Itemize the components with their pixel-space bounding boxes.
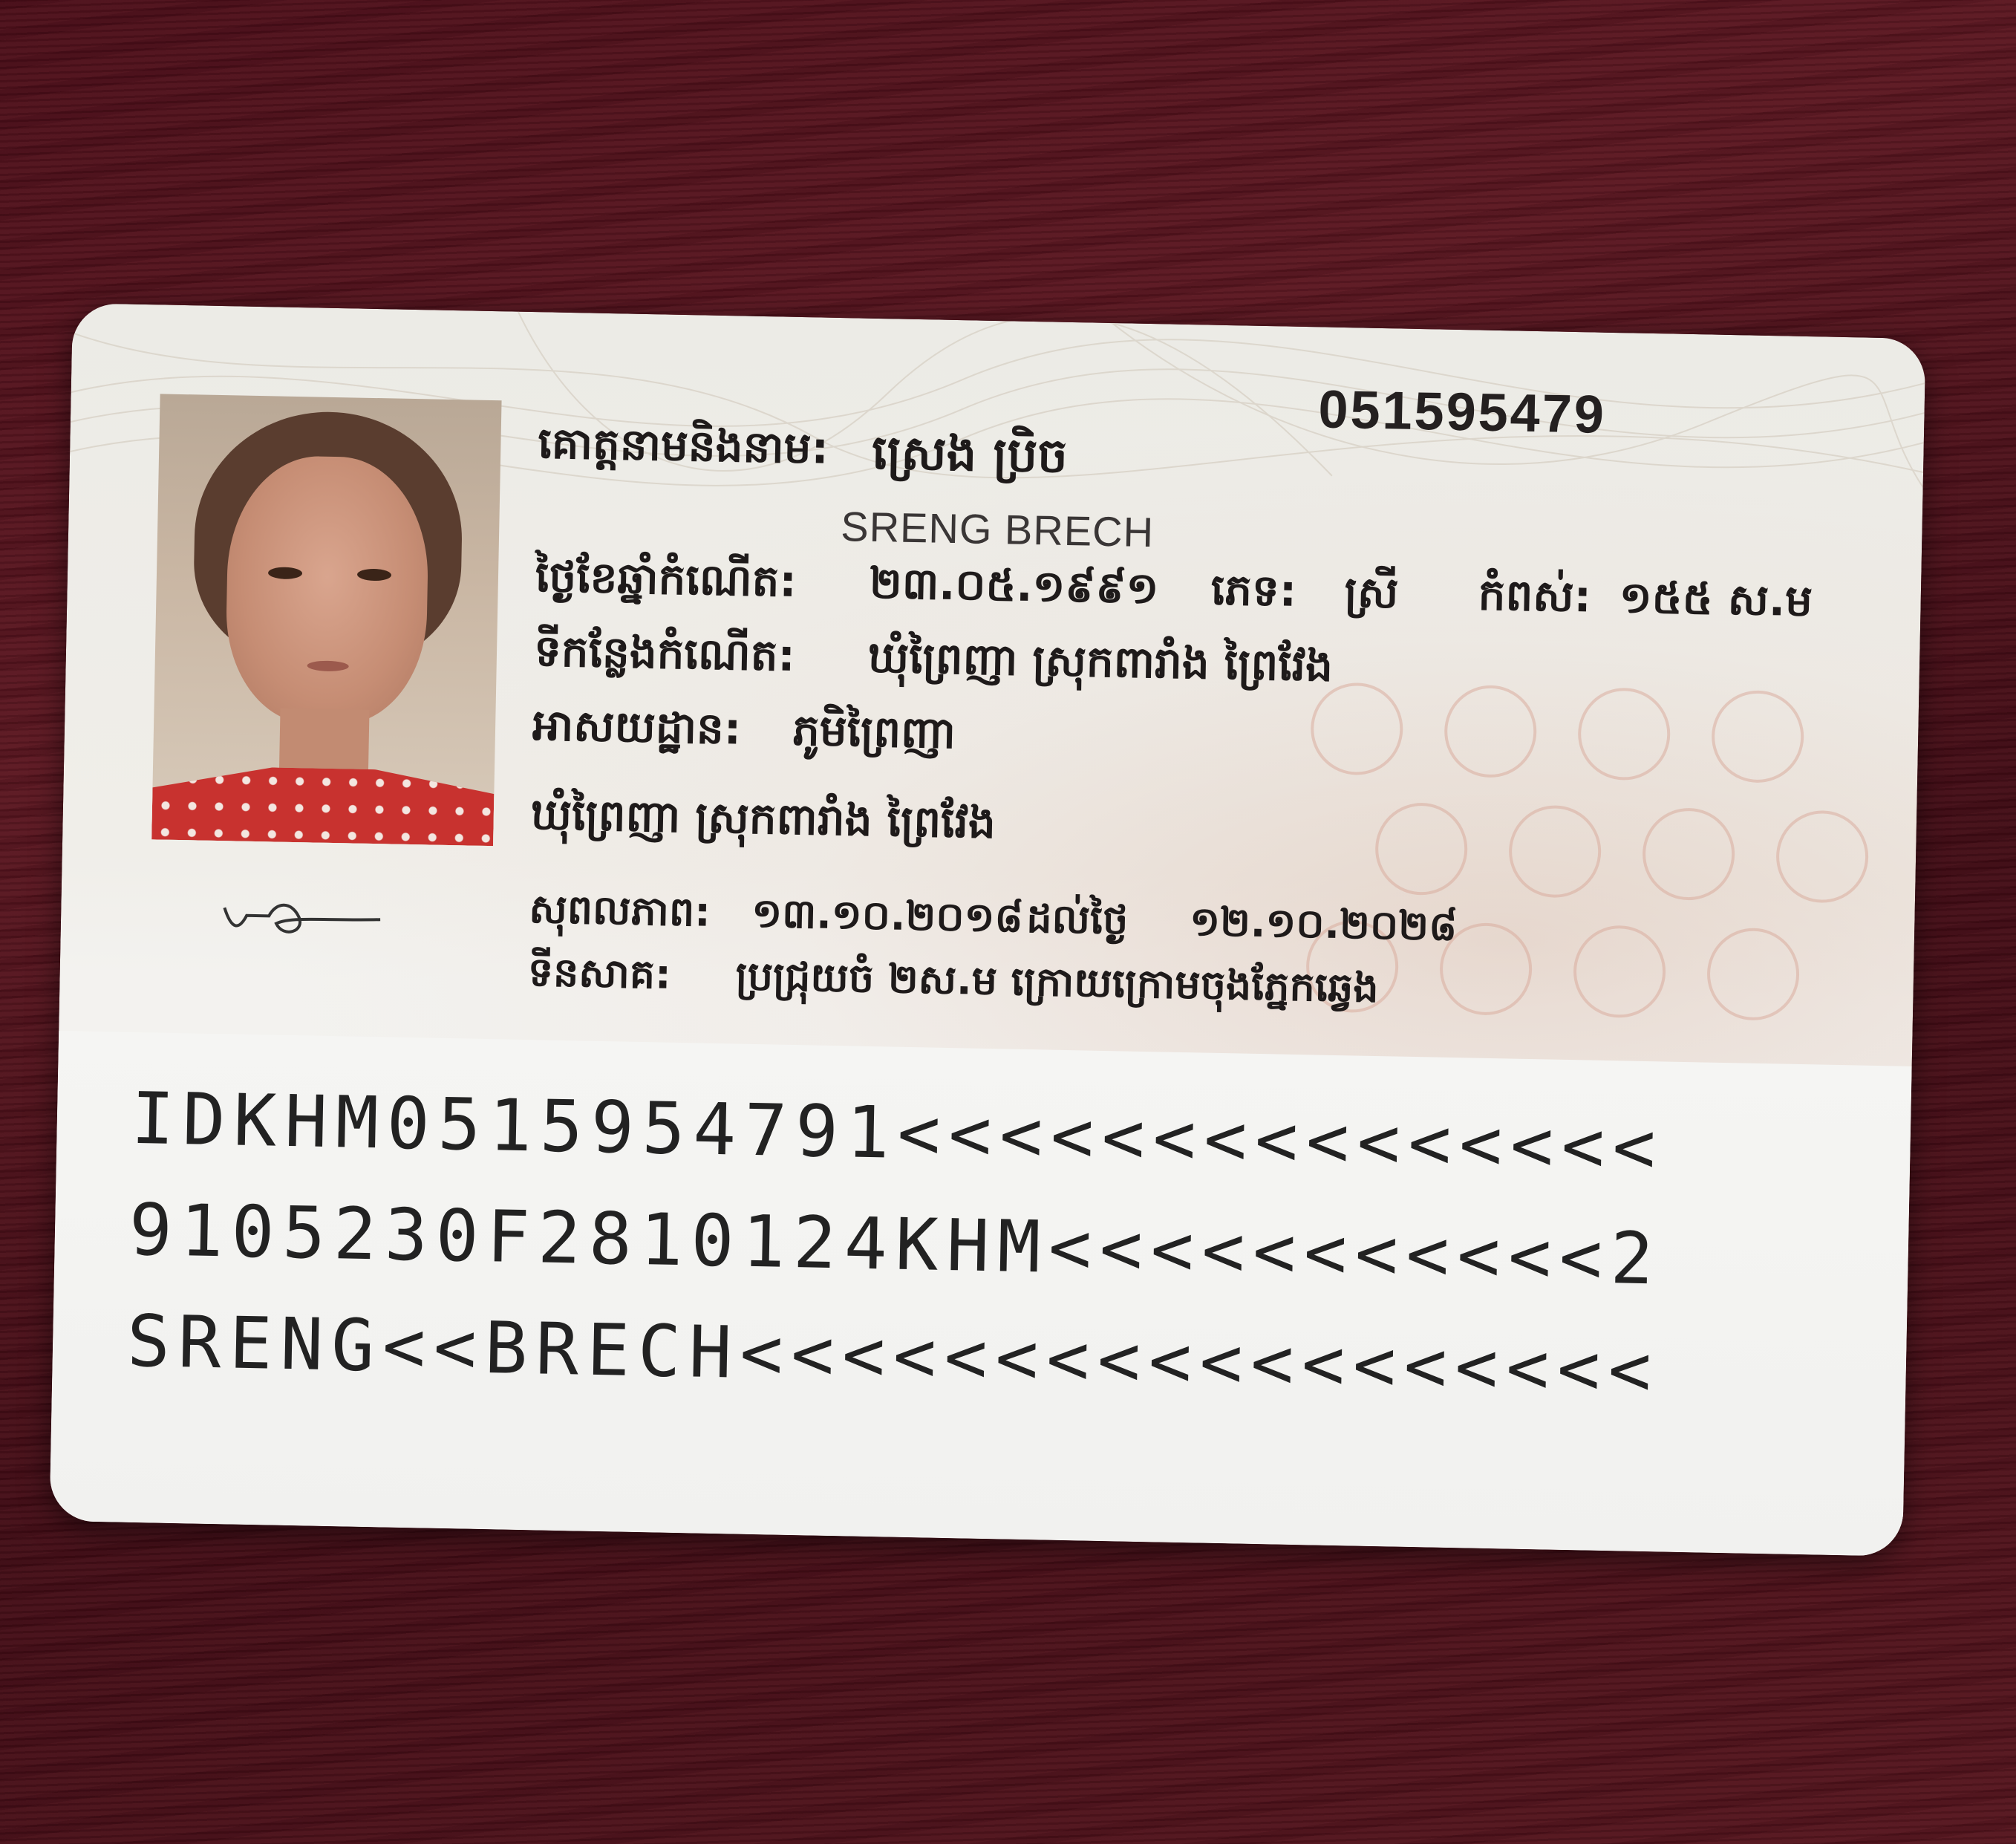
mrz-line-2: 9105230F2810124KHM<<<<<<<<<<<2 xyxy=(128,1187,1663,1301)
dob-label: ថ្ងៃខែឆ្នាំកំណើត: xyxy=(535,551,797,607)
validity-to-label: ដល់ថ្ងៃ xyxy=(1025,894,1129,944)
feature-value: ប្រជ្រុយចំ ២ស.ម ក្រោយក្រោមចុងភ្នែកឆ្វេង xyxy=(735,952,1380,1012)
address-line2: ឃុំព្រៃញា ស្រុកពារាំង ព្រៃវែង xyxy=(530,789,996,849)
sex-value: ស្រី xyxy=(1344,567,1399,619)
height-label: កំពស់: xyxy=(1478,569,1592,622)
height-value: ១៥៥ ស.ម xyxy=(1619,572,1813,627)
holder-photo xyxy=(151,394,501,846)
id-card xyxy=(49,303,1925,1557)
document-number: 051595479 xyxy=(1317,379,1607,445)
validity-label: សុពលភាព: xyxy=(528,885,711,936)
mrz-line-3: SRENG<<BRECH<<<<<<<<<<<<<<<<<< xyxy=(126,1299,1660,1413)
birthplace-value: ឃុំព្រៃញា ស្រុកពារាំង ព្រៃវែង xyxy=(867,631,1334,691)
dob-value: ២៣.០៥.១៩៩១ xyxy=(869,557,1160,614)
name-latin: SRENG BRECH xyxy=(840,503,1155,556)
birthplace-label: ទីកន្លែងកំណើត: xyxy=(533,625,796,681)
address-line1: ភូមិព្រៃញា xyxy=(792,704,956,759)
address-label: អាសយដ្ឋាន: xyxy=(532,700,742,755)
signature xyxy=(216,885,395,948)
validity-to: ១២.១០.២០២៨ xyxy=(1189,898,1458,951)
name-khmer: ស្រេង ប្រិច xyxy=(871,425,1069,484)
name-label: គោត្តនាមនិងនាម: xyxy=(537,417,829,474)
feature-label: ទីនសាគ: xyxy=(527,948,672,998)
mrz-line-1: IDKHM0515954791<<<<<<<<<<<<<<< xyxy=(130,1076,1665,1190)
sex-label: ភេទ: xyxy=(1210,564,1297,616)
validity-from: ១៣.១០.២០១៨ xyxy=(751,889,1024,942)
